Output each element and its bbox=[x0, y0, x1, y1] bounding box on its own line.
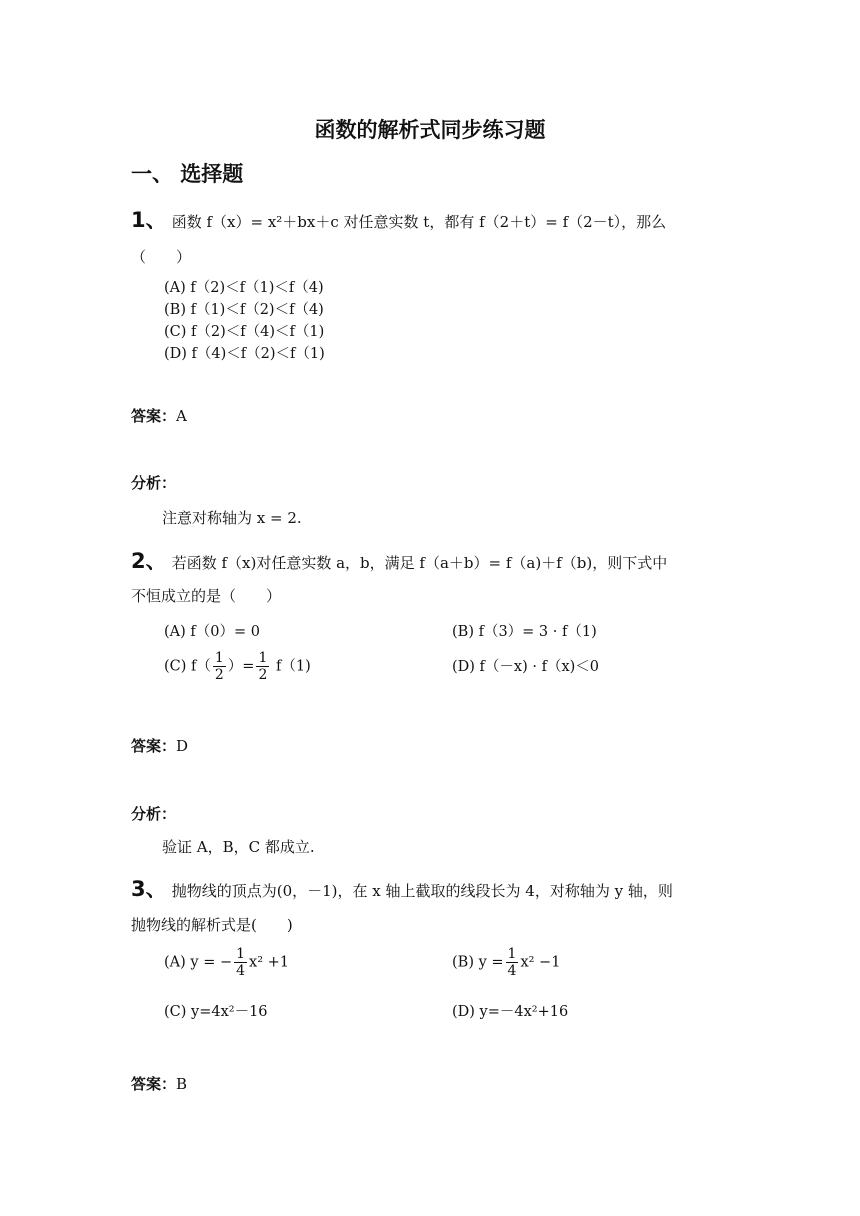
question-2-option-a: (A) f（0）= 0 bbox=[164, 624, 260, 640]
question-3-option-a bbox=[164, 946, 289, 979]
fraction-denominator: 2 bbox=[258, 667, 268, 683]
page-title: 函数的解析式同步练习题 bbox=[314, 118, 546, 142]
question-1-line-1: 函数 f（x）= x²＋bx＋c 对任意实数 t，都有 f（2＋t）= f（2－t），那么 bbox=[171, 213, 667, 231]
question-3 bbox=[131, 873, 673, 903]
option-c-suffix: f（1) bbox=[276, 658, 311, 675]
question-1-analysis: 注意对称轴为 x = 2. bbox=[162, 509, 302, 527]
question-2-number: 2、 bbox=[131, 549, 167, 573]
option-a-suffix: x² +1 bbox=[249, 954, 290, 971]
fraction-numerator: 1 bbox=[214, 650, 224, 666]
fraction bbox=[213, 650, 226, 683]
question-1-option-a: (A) f（2)＜f（1)＜f（4) bbox=[164, 280, 324, 296]
question-2-option-d: (D) f（－x) · f（x)＜0 bbox=[452, 659, 600, 675]
analysis-label: 分析： bbox=[131, 474, 177, 492]
answer-label: 答案： bbox=[131, 737, 177, 755]
question-3-option-c: (C) y=4x²－16 bbox=[164, 1004, 268, 1020]
question-2-option-c bbox=[164, 650, 311, 683]
question-3-line-2: 抛物线的解析式是( ) bbox=[131, 916, 293, 934]
fraction-denominator: 4 bbox=[507, 963, 517, 979]
section-heading: 一、 选择题 bbox=[131, 162, 244, 186]
question-3-answer bbox=[131, 1073, 187, 1094]
question-2-answer bbox=[131, 735, 188, 756]
option-b-suffix: x² −1 bbox=[520, 954, 561, 971]
question-2-line-2: 不恒成立的是（ ） bbox=[131, 587, 282, 605]
analysis-label: 分析： bbox=[131, 805, 177, 823]
fraction-numerator: 1 bbox=[507, 946, 517, 962]
option-c-middle: ）= bbox=[227, 658, 255, 675]
question-3-option-d: (D) y=－4x²+16 bbox=[452, 1004, 569, 1020]
fraction bbox=[506, 946, 519, 979]
answer-label: 答案： bbox=[131, 1075, 177, 1093]
answer-label: 答案： bbox=[131, 407, 177, 425]
question-1 bbox=[131, 204, 666, 234]
question-1-answer bbox=[131, 405, 187, 426]
fraction-numerator: 1 bbox=[236, 946, 246, 962]
question-1-line-2: （ ） bbox=[131, 248, 192, 266]
answer-value: B bbox=[176, 1075, 188, 1093]
question-1-number: 1、 bbox=[131, 208, 167, 232]
fraction-numerator: 1 bbox=[258, 650, 268, 666]
question-1-analysis-label bbox=[131, 472, 176, 493]
question-1-option-b: (B) f（1)＜f（2)＜f（4) bbox=[164, 302, 324, 318]
fraction bbox=[256, 650, 269, 683]
question-3-line-1: 抛物线的顶点为(0，－1)，在 x 轴上截取的线段长为 4，对称轴为 y 轴，则 bbox=[171, 882, 673, 900]
fraction-denominator: 4 bbox=[236, 963, 246, 979]
fraction-denominator: 2 bbox=[214, 667, 224, 683]
question-2 bbox=[131, 545, 667, 575]
question-3-option-b bbox=[452, 946, 560, 979]
question-2-line-1: 若函数 f（x)对任意实数 a，b，满足 f（a＋b）= f（a)＋f（b)，则下式中 bbox=[171, 554, 668, 572]
question-2-option-b: (B) f（3）= 3 · f（1) bbox=[452, 624, 597, 640]
option-c-prefix: (C) f（ bbox=[164, 658, 211, 675]
fraction bbox=[234, 946, 247, 979]
question-2-analysis-label bbox=[131, 803, 176, 824]
question-1-option-d: (D) f（4)＜f（2)＜f（1) bbox=[164, 346, 325, 362]
option-b-prefix: (B) y = bbox=[452, 954, 504, 971]
question-3-number: 3、 bbox=[131, 877, 167, 901]
answer-value: D bbox=[176, 737, 189, 755]
answer-value: A bbox=[176, 407, 187, 425]
question-1-option-c: (C) f（2)＜f（4)＜f（1) bbox=[164, 324, 325, 340]
question-2-analysis: 验证 A，B，C 都成立. bbox=[162, 838, 315, 856]
option-a-prefix: (A) y = − bbox=[164, 954, 233, 971]
